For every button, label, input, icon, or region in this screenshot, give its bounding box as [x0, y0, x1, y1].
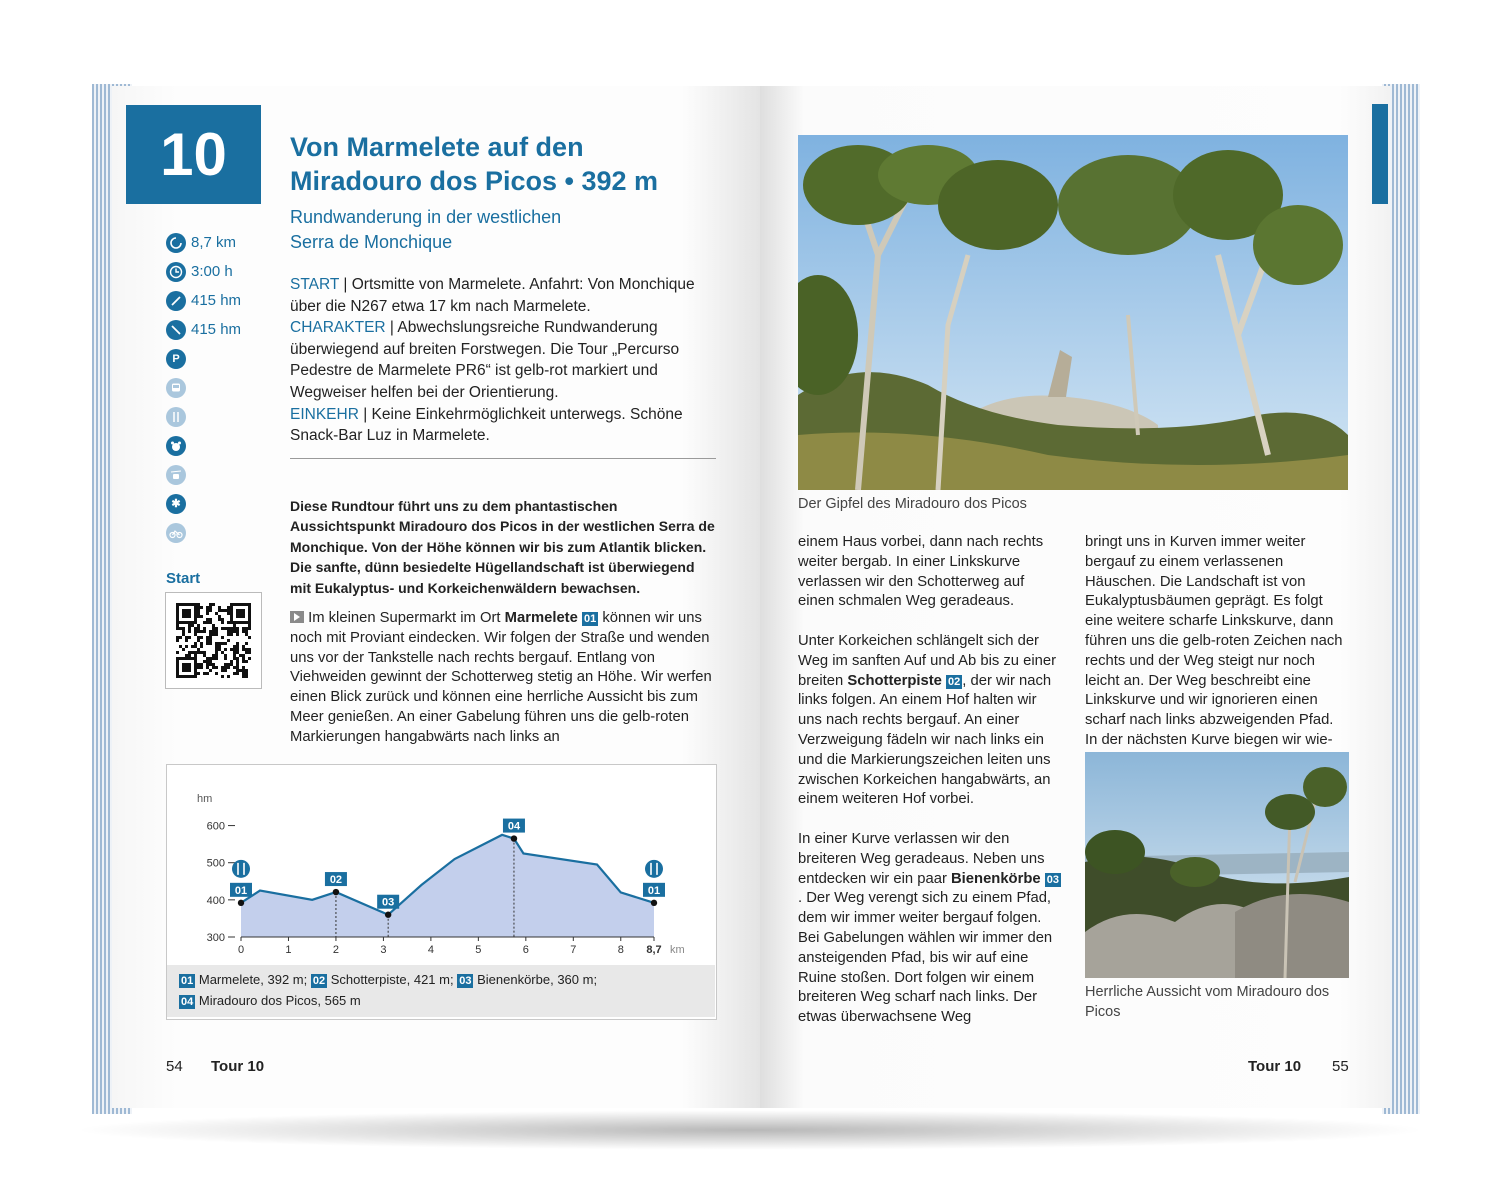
col1-p2b: , der wir nach links folgen. An einem Hof halten wir uns nach rechts bergauf. An einer Verzweigung fädeln wir nach links ein und die Markierungszeichen leiten uns zwischen Korkeichen hangabwärts, an einem weiteren Hof vorbei.: [798, 672, 1052, 808]
page-number-left: 54: [166, 1058, 183, 1075]
fact-restaurant: [166, 402, 276, 431]
fact-cablecar: [166, 460, 276, 489]
facts-sidebar: [166, 228, 276, 547]
legend-marker-04: 04: [181, 996, 194, 1008]
cable-car-icon: [166, 465, 186, 485]
descent-icon: [166, 320, 186, 340]
x-axis-label: km: [670, 944, 685, 956]
title-line-1: Von Marmelete auf den: [290, 132, 584, 162]
body-left-b: können wir uns noch mit Proviant eindecken. Wir folgen der Straße und wenden uns vor der Tankstelle nach rechts bergauf. Entlang von Viehweiden gewinnt der Schotterweg stetig an Höhe. Wir werfen einen Blick zurück und können eine herrliche Aussicht bis zum Meer genießen. An einer Gabelung führen uns die gelb-roten Markierungen hangabwärts nach links an: [290, 610, 712, 745]
character-text: | Abwechslungsreiche Rundwanderung überwiegend auf breiten Forstwegen. Die Tour „Percurso Pedestre de Marmelete PR6“ ist gelb-rot markiert und Wegweiser helfen bei der Orientierung.: [290, 319, 680, 401]
route-description-left: [290, 609, 716, 748]
y-tick-label: 600: [206, 820, 225, 833]
info-block: [290, 274, 716, 447]
photo-caption-2: Herrliche Aussicht vom Miradouro dos Picos: [1085, 984, 1330, 1020]
play-arrow-icon: [290, 611, 304, 623]
waypoint-label: 01: [234, 884, 248, 897]
start-info-text: | Ortsmitte von Marmelete. Anfahrt: Von Monchique über die N267 etwa 17 km nach Marmelete.: [290, 276, 695, 315]
restaurant-icon: [645, 860, 663, 878]
col1-p2a: Unter Korkeichen schlängelt sich der Weg im sanften Auf und Ab bis zu einer breiten: [798, 632, 1057, 689]
view-photo: [1085, 752, 1349, 978]
book-shadow: [70, 1110, 1430, 1150]
photo-caption-1: Der Gipfel des Miradouro dos Picos: [798, 496, 1027, 512]
x-tick-label: 5: [475, 944, 482, 956]
x-tick-label: 0: [237, 944, 245, 956]
waypoint-dot: [511, 835, 517, 841]
col1-p1: einem Haus vorbei, dann nach rechts weiter bergab. In einer Linkskurve verlassen wir den Schotterweg auf einen schmalen Weg geradeaus.: [798, 534, 1044, 610]
waypoint-dot: [333, 889, 339, 895]
elevation-area: [241, 835, 654, 937]
col1-p3b: . Der Weg verengt sich zu einem Pfad, dem wir immer weiter bergauf folgen. Bei Gabelungen wählen wir immer den ansteigenden Pfad, bis wir auf eine Ruine stoßen. Dort folgen wir einem breiteren Weg scharf nach links. Der etwas überwachsene Weg: [798, 890, 1053, 1026]
x-tick-label: 1: [285, 944, 292, 956]
elevation-chart: [167, 765, 716, 965]
legend-name-04: Miradouro dos Picos, 565 m: [198, 993, 361, 1008]
waypoint-marker-02: 02: [948, 675, 961, 688]
place-marmelete: Marmelete: [504, 610, 578, 626]
x-tick-label: 7: [570, 944, 577, 956]
waypoint-marker-03: 03: [1046, 873, 1060, 886]
tour-title: [290, 130, 720, 198]
fact-duration: [166, 257, 276, 286]
fact-ascent: [166, 286, 276, 315]
route-description-col1: [798, 533, 1062, 1028]
footer-tour-left: Tour 10: [211, 1058, 265, 1075]
waypoint-legend: [167, 965, 715, 1017]
fact-descent-value: 415 hm: [191, 321, 242, 338]
fact-parking: [166, 344, 276, 373]
intro-paragraph: Diese Rundtour führt uns zu dem phantastischen Aussichtspunkt Miradouro dos Picos in der westlichen Serra de Monchique. Von der Höhe können wir bis zum Atlantik blicken. Die sanfte, dünn besiedelte Hügellandschaft ist überwiegend mit Eukalyptus- und Korkeichenwäldern bewachsen.: [290, 498, 715, 596]
x-tick-label: 8,7: [646, 944, 662, 956]
legend-line-1: [179, 972, 597, 988]
y-tick-label: 400: [206, 894, 225, 907]
x-tick-label: 2: [332, 944, 340, 956]
fact-ascent-value: 415 hm: [191, 292, 242, 309]
summit-photo: [798, 135, 1348, 490]
parking-icon: P: [166, 349, 186, 369]
legend-name-02: Schotterpiste, 421 m;: [330, 972, 454, 987]
route-description-col2: [1085, 533, 1349, 751]
x-tick-label: 6: [522, 944, 529, 956]
col2-p1: bringt uns in Kurven immer weiter bergauf zu einem verlassenen Häuschen. Die Landschaft ist von Eukalyptusbäumen geprägt. Es folgt eine weitere scharfe Linkskurve, dann führen uns die gelb-roten Zeichen nach rechts und der Weg steigt nur noch leicht an. Der Weg beschreibt eine Linkskurve und wir ignorieren einen scharf nach links abzweigenden Pfad. In der nächsten Kurve biegen wir wie-: [1085, 534, 1343, 748]
fork-knife-icon: [166, 407, 186, 427]
legend-line-2: [179, 993, 361, 1009]
clock-icon: [166, 262, 186, 282]
divider: [290, 458, 716, 459]
waypoint-label: 01: [647, 884, 661, 897]
waypoint-label: 03: [382, 896, 395, 909]
fact-kids: [166, 431, 276, 460]
tour-subtitle: [290, 205, 710, 255]
legend-marker-02: 02: [312, 975, 326, 987]
legend-name-03: Bienenkörbe, 360 m;: [477, 972, 598, 987]
restaurant-icon: [232, 860, 250, 878]
waypoint-dot: [385, 912, 391, 918]
body-left-a: Im kleinen Supermarkt im Ort: [304, 610, 505, 626]
title-line-2: Miradouro dos Picos • 392 m: [290, 166, 659, 196]
legend-name-01: Marmelete, 392 m;: [198, 972, 308, 987]
einkehr-text: | Keine Einkehrmöglichkeit unterwegs. Schöne Snack-Bar Luz in Marmelete.: [290, 405, 683, 445]
waypoint-dot: [651, 900, 657, 906]
fact-distance-value: 8,7 km: [191, 234, 237, 251]
y-tick-label: 300: [206, 932, 225, 944]
fact-bike: [166, 518, 276, 547]
legend-marker-01: 01: [181, 975, 194, 987]
fact-distance: [166, 228, 276, 257]
bus-icon: [166, 378, 186, 398]
waypoint-dot: [238, 900, 244, 906]
fact-bus: [166, 373, 276, 402]
place-bienenkoerbe: Bienenkörbe: [951, 870, 1041, 887]
col1-p3a: In einer Kurve verlassen wir den breiteren Weg geradeaus. Neben uns entdecken wir ein paar: [798, 830, 1045, 887]
chapter-tab: [1372, 104, 1388, 204]
y-tick-label: 500: [206, 857, 225, 870]
page-number-right: 55: [1332, 1058, 1349, 1075]
fact-winter: [166, 489, 276, 518]
footer-tour-right: Tour 10: [1248, 1058, 1302, 1075]
x-tick-label: 8: [617, 944, 624, 956]
bear-face-icon: [166, 436, 186, 456]
fact-duration-value: 3:00 h: [191, 263, 233, 280]
einkehr-label: EINKEHR: [290, 405, 359, 423]
qr-code[interactable]: [165, 592, 262, 689]
legend-marker-03: 03: [459, 975, 472, 987]
waypoint-label: 04: [507, 820, 521, 833]
start-info-label: START: [290, 276, 340, 293]
waypoint-marker-01: 01: [583, 613, 597, 625]
place-schotterpiste: Schotterpiste: [847, 672, 942, 689]
qr-code-graphic: [166, 593, 261, 688]
x-tick-label: 3: [380, 944, 387, 956]
fact-descent: [166, 315, 276, 344]
snowflake-icon: ✱: [166, 494, 186, 514]
ascent-icon: [166, 291, 186, 311]
waypoint-label: 02: [329, 874, 343, 887]
tour-number: 10: [126, 105, 261, 204]
bicycle-icon: [166, 523, 186, 543]
distance-icon: [166, 233, 186, 253]
character-label: CHARAKTER: [290, 319, 386, 337]
subtitle-line-1: Rundwanderung in der westlichen: [290, 207, 562, 227]
start-label: Start: [166, 570, 201, 587]
x-tick-label: 4: [427, 944, 434, 956]
subtitle-line-2: Serra de Monchique: [290, 232, 453, 252]
y-axis-label: hm: [197, 793, 213, 805]
